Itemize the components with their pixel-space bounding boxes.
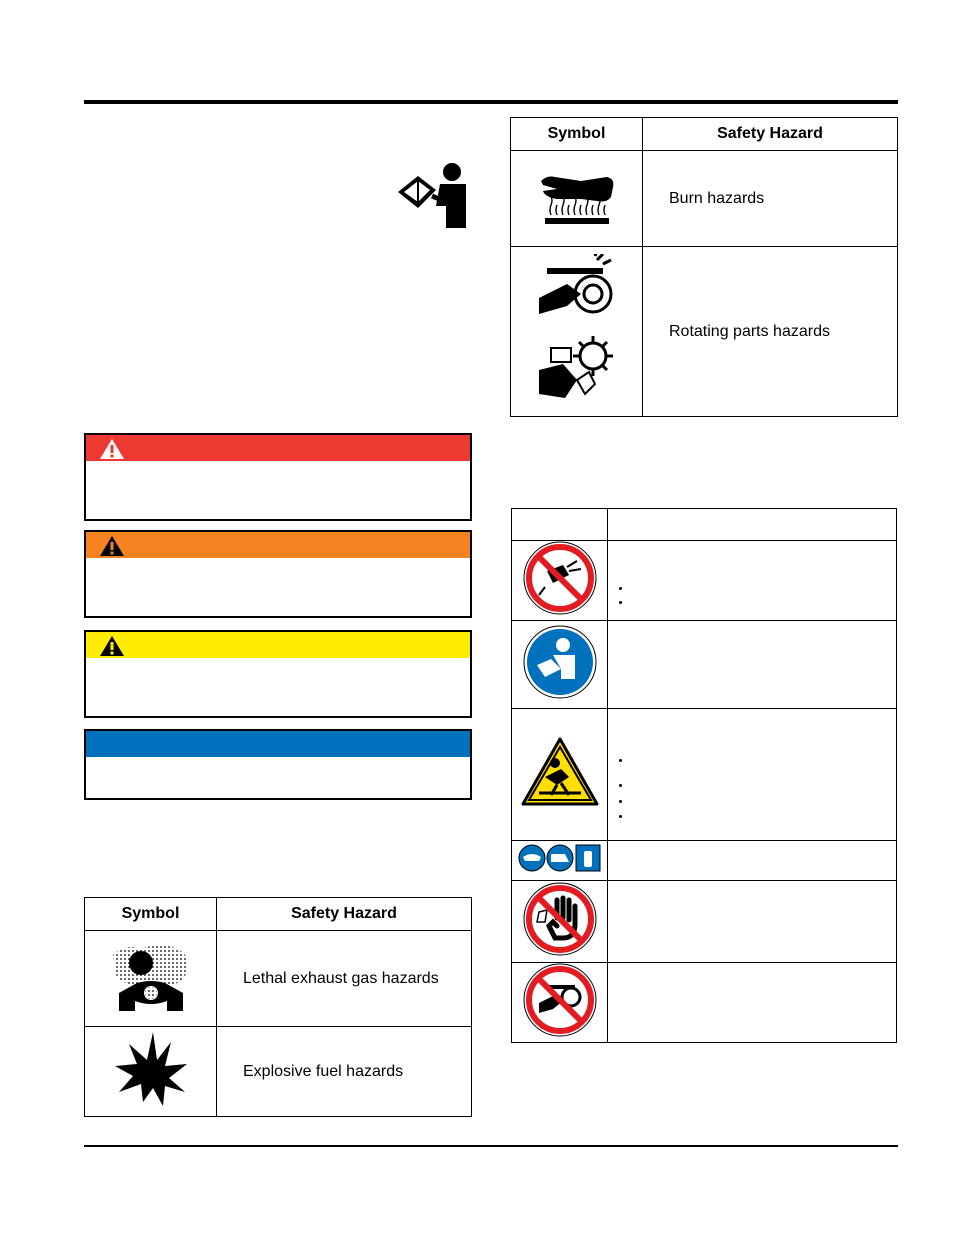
burn-hazard-icon — [537, 165, 617, 227]
warning-triangle-icon — [99, 635, 125, 657]
table-row — [512, 541, 897, 621]
warning-triangle-icon — [99, 535, 125, 557]
table-row — [511, 247, 898, 417]
footer-rule — [84, 1145, 898, 1147]
table-row — [512, 509, 897, 541]
notice-panel — [84, 729, 472, 800]
table-row — [512, 881, 897, 963]
hazard-label: Explosive fuel hazards — [217, 1027, 472, 1117]
table-row — [512, 963, 897, 1043]
table-row — [512, 621, 897, 709]
table-row — [511, 151, 898, 247]
read-manual-icon — [396, 162, 470, 228]
protective-equipment-icons — [518, 843, 602, 873]
warning-panel — [84, 530, 472, 618]
column-header-symbol: Symbol — [511, 118, 643, 151]
column-header-symbol: Symbol — [85, 898, 217, 931]
table-row — [512, 709, 897, 841]
explosion-hazard-icon — [113, 1030, 189, 1108]
hazard-table-exhaust-fuel — [84, 897, 472, 1117]
no-touch-prohibition-icon — [523, 882, 597, 956]
column-header-safety-hazard: Safety Hazard — [217, 898, 472, 931]
iso-symbol-table — [511, 508, 897, 1043]
danger-panel — [84, 433, 472, 521]
caution-panel — [84, 630, 472, 718]
no-spray-prohibition-icon — [523, 541, 597, 615]
table-row — [85, 1027, 472, 1117]
column-header-safety-hazard: Safety Hazard — [643, 118, 898, 151]
rotating-parts-hazard-icon — [537, 254, 617, 404]
falling-object-warning-icon — [521, 737, 599, 807]
hazard-label: Lethal exhaust gas hazards — [217, 931, 472, 1027]
hazard-label: Rotating parts hazards — [643, 247, 898, 417]
table-row — [512, 841, 897, 881]
warning-triangle-icon — [99, 438, 125, 460]
table-row — [85, 931, 472, 1027]
hazard-label: Burn hazards — [643, 151, 898, 247]
read-manual-mandatory-icon — [523, 625, 597, 699]
no-hands-rotating-parts-icon — [523, 963, 597, 1037]
hazard-table-burn-rotating — [510, 117, 898, 417]
header-rule — [84, 100, 898, 104]
exhaust-gas-hazard-icon — [111, 941, 191, 1011]
